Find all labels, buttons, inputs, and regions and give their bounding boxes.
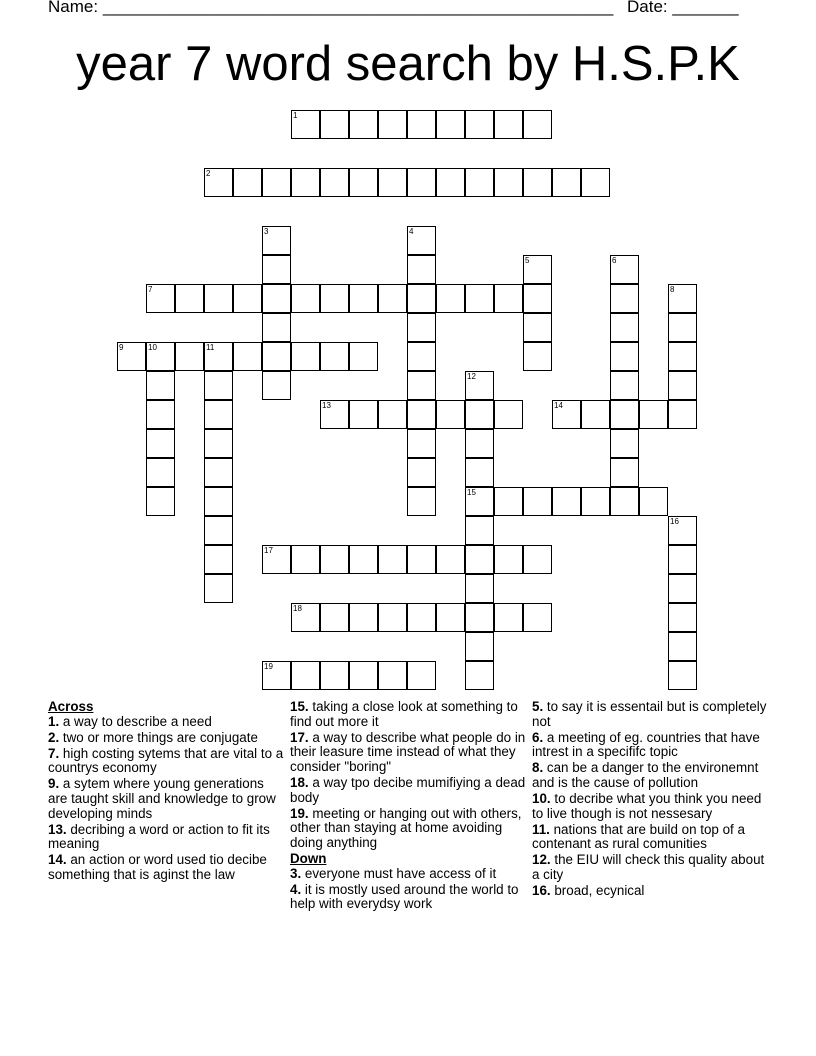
crossword-cell[interactable] bbox=[146, 458, 175, 487]
crossword-cell[interactable] bbox=[610, 371, 639, 400]
crossword-cell[interactable] bbox=[146, 342, 175, 371]
crossword-cell[interactable] bbox=[204, 574, 233, 603]
crossword-cell[interactable] bbox=[349, 545, 378, 574]
crossword-cell[interactable] bbox=[407, 603, 436, 632]
crossword-cell[interactable] bbox=[291, 545, 320, 574]
crossword-cell[interactable] bbox=[494, 603, 523, 632]
crossword-cell[interactable] bbox=[262, 255, 291, 284]
crossword-cell[interactable] bbox=[668, 516, 697, 545]
crossword-cell[interactable] bbox=[610, 400, 639, 429]
crossword-cell[interactable] bbox=[407, 429, 436, 458]
crossword-cell[interactable] bbox=[552, 168, 581, 197]
crossword-cell[interactable] bbox=[407, 342, 436, 371]
crossword-cell[interactable] bbox=[378, 110, 407, 139]
crossword-cell[interactable] bbox=[436, 284, 465, 313]
cell-number: 15 bbox=[467, 488, 476, 497]
crossword-cell[interactable] bbox=[378, 284, 407, 313]
crossword-cell[interactable] bbox=[494, 545, 523, 574]
crossword-cell[interactable] bbox=[291, 661, 320, 690]
crossword-cell[interactable] bbox=[262, 313, 291, 342]
crossword-cell[interactable] bbox=[407, 226, 436, 255]
down-heading: Down bbox=[290, 850, 327, 866]
cell-number: 3 bbox=[264, 227, 269, 236]
crossword-cell[interactable] bbox=[262, 284, 291, 313]
clue-across-15: 15. taking a close look at something to find out more it bbox=[290, 699, 518, 729]
crossword-cell[interactable] bbox=[494, 487, 523, 516]
cell-number: 14 bbox=[554, 401, 563, 410]
crossword-cell[interactable] bbox=[436, 110, 465, 139]
crossword-cell[interactable] bbox=[407, 168, 436, 197]
clue-across-1: 1. a way to describe a need bbox=[48, 713, 212, 729]
crossword-cell[interactable] bbox=[465, 284, 494, 313]
clue-down-12: 12. the EIU will check this quality about a city bbox=[532, 852, 765, 883]
clue-across-19: 19. meeting or hanging out with others, other than staying at home avoiding doing anything bbox=[290, 805, 522, 850]
crossword-cell[interactable] bbox=[407, 545, 436, 574]
cell-number: 1 bbox=[293, 111, 298, 120]
crossword-cell[interactable] bbox=[146, 400, 175, 429]
crossword-cell[interactable] bbox=[494, 400, 523, 429]
crossword-cell[interactable] bbox=[436, 168, 465, 197]
crossword-cell[interactable] bbox=[320, 545, 349, 574]
cell-number: 7 bbox=[148, 285, 153, 294]
crossword-cell[interactable] bbox=[204, 168, 233, 197]
cell-number: 6 bbox=[612, 256, 617, 265]
clues-column-1 bbox=[48, 700, 286, 884]
crossword-cell[interactable] bbox=[465, 661, 494, 690]
crossword-cell[interactable] bbox=[233, 342, 262, 371]
crossword-cell[interactable] bbox=[262, 545, 291, 574]
crossword-cell[interactable] bbox=[668, 371, 697, 400]
cell-number: 11 bbox=[206, 343, 215, 352]
crossword-cell[interactable] bbox=[291, 168, 320, 197]
crossword-cell[interactable] bbox=[146, 429, 175, 458]
cell-number: 2 bbox=[206, 169, 211, 178]
crossword-cell[interactable] bbox=[407, 458, 436, 487]
clue-down-16: 16. broad, ecynical bbox=[532, 883, 645, 899]
crossword-cell[interactable] bbox=[175, 342, 204, 371]
clue-down-3: 3. everyone must have access of it bbox=[290, 865, 497, 881]
cell-number: 19 bbox=[264, 662, 273, 671]
crossword-cell[interactable] bbox=[436, 545, 465, 574]
across-heading: Across bbox=[48, 699, 94, 714]
crossword-cell[interactable] bbox=[465, 545, 494, 574]
crossword-cell[interactable] bbox=[378, 545, 407, 574]
crossword-cell[interactable] bbox=[262, 226, 291, 255]
crossword-cell[interactable] bbox=[204, 487, 233, 516]
crossword-cell[interactable] bbox=[465, 458, 494, 487]
crossword-cell[interactable] bbox=[523, 487, 552, 516]
clues-column-2 bbox=[290, 700, 528, 913]
crossword-cell[interactable] bbox=[668, 545, 697, 574]
crossword-cell[interactable] bbox=[407, 371, 436, 400]
clue-down-10: 10. to decribe what you think you need to live though is not nessesary bbox=[532, 791, 762, 821]
clue-down-6: 6. a meeting of eg. countries that have intrest in a specififc topic bbox=[532, 729, 760, 760]
crossword-cell[interactable] bbox=[320, 110, 349, 139]
crossword-cell[interactable] bbox=[523, 168, 552, 197]
name-label: Name: bbox=[48, 0, 99, 16]
crossword-cell[interactable] bbox=[407, 255, 436, 284]
crossword-cell[interactable] bbox=[320, 661, 349, 690]
crossword-cell[interactable] bbox=[494, 168, 523, 197]
crossword-cell[interactable] bbox=[552, 487, 581, 516]
clue-across-17: 17. a way to describe what people do in their leasure time instead of what they consider "boring" bbox=[290, 729, 526, 774]
crossword-cell[interactable] bbox=[204, 400, 233, 429]
crossword-cell[interactable] bbox=[378, 400, 407, 429]
crossword-cell[interactable] bbox=[668, 574, 697, 603]
crossword-cell[interactable] bbox=[262, 342, 291, 371]
crossword-cell[interactable] bbox=[233, 168, 262, 197]
crossword-cell[interactable] bbox=[668, 632, 697, 661]
crossword-cell[interactable] bbox=[465, 400, 494, 429]
crossword-cell[interactable] bbox=[494, 110, 523, 139]
crossword-cell[interactable] bbox=[291, 110, 320, 139]
crossword-cell[interactable] bbox=[320, 168, 349, 197]
crossword-cell[interactable] bbox=[465, 516, 494, 545]
clue-down-4: 4. it is mostly used around the world to help with everydsy work bbox=[290, 881, 519, 912]
crossword-cell[interactable] bbox=[465, 632, 494, 661]
crossword-cell[interactable] bbox=[407, 284, 436, 313]
crossword-cell[interactable] bbox=[291, 284, 320, 313]
crossword-cell[interactable] bbox=[581, 487, 610, 516]
crossword-cell[interactable] bbox=[320, 342, 349, 371]
crossword-cell[interactable] bbox=[407, 400, 436, 429]
date-label: Date: bbox=[627, 0, 668, 16]
clue-across-2: 2. two or more things are conjugate bbox=[48, 729, 258, 745]
crossword-cell[interactable] bbox=[262, 168, 291, 197]
clue-across-9: 9. a sytem where young generations are taught skill and knowledge to grow developing minds bbox=[48, 776, 276, 821]
crossword-cell[interactable] bbox=[349, 603, 378, 632]
name-line[interactable]: ______________________________________________________ bbox=[102, 0, 614, 16]
crossword-cell[interactable] bbox=[610, 255, 639, 284]
cell-number: 9 bbox=[119, 343, 124, 352]
crossword-cell[interactable] bbox=[349, 661, 378, 690]
clue-across-13: 13. decribing a word or action to fit its meaning bbox=[48, 821, 270, 852]
crossword-cell[interactable] bbox=[610, 284, 639, 313]
crossword-cell[interactable] bbox=[204, 371, 233, 400]
crossword-cell[interactable] bbox=[117, 342, 146, 371]
cell-number: 10 bbox=[148, 343, 157, 352]
crossword-cell[interactable] bbox=[465, 487, 494, 516]
cell-number: 4 bbox=[409, 227, 414, 236]
crossword-cell[interactable] bbox=[523, 545, 552, 574]
crossword-cell[interactable] bbox=[204, 429, 233, 458]
crossword-cell[interactable] bbox=[204, 342, 233, 371]
crossword-cell[interactable] bbox=[465, 574, 494, 603]
crossword-cell[interactable] bbox=[320, 603, 349, 632]
date-line[interactable]: _______ bbox=[672, 0, 739, 16]
cell-number: 5 bbox=[525, 256, 530, 265]
crossword-cell[interactable] bbox=[436, 400, 465, 429]
crossword-cell[interactable] bbox=[668, 661, 697, 690]
clue-down-5: 5. to say it is essentail but is completely not bbox=[532, 699, 767, 729]
cell-number: 16 bbox=[670, 517, 679, 526]
crossword-cell[interactable] bbox=[378, 603, 407, 632]
crossword-cell[interactable] bbox=[349, 110, 378, 139]
crossword-cell[interactable] bbox=[233, 284, 262, 313]
crossword-cell[interactable] bbox=[523, 603, 552, 632]
crossword-cell[interactable] bbox=[146, 284, 175, 313]
crossword-cell[interactable] bbox=[407, 661, 436, 690]
crossword-cell[interactable] bbox=[262, 661, 291, 690]
crossword-cell[interactable] bbox=[320, 400, 349, 429]
crossword-cell[interactable] bbox=[407, 487, 436, 516]
crossword-cell[interactable] bbox=[552, 400, 581, 429]
crossword-cell[interactable] bbox=[291, 603, 320, 632]
cell-number: 13 bbox=[322, 401, 331, 410]
crossword-cell[interactable] bbox=[465, 603, 494, 632]
crossword-cell[interactable] bbox=[146, 487, 175, 516]
crossword-cell[interactable] bbox=[610, 429, 639, 458]
crossword-cell[interactable] bbox=[175, 284, 204, 313]
crossword-cell[interactable] bbox=[320, 284, 349, 313]
crossword-cell[interactable] bbox=[668, 313, 697, 342]
crossword-cell[interactable] bbox=[465, 168, 494, 197]
crossword-cell[interactable] bbox=[581, 168, 610, 197]
crossword-cell[interactable] bbox=[610, 342, 639, 371]
crossword-cell[interactable] bbox=[639, 487, 668, 516]
clue-across-7: 7. high costing sytems that are vital to a countrys economy bbox=[48, 745, 284, 776]
crossword-cell[interactable] bbox=[204, 458, 233, 487]
crossword-cell[interactable] bbox=[349, 400, 378, 429]
crossword-cell[interactable] bbox=[436, 603, 465, 632]
crossword-cell[interactable] bbox=[494, 284, 523, 313]
crossword-cell[interactable] bbox=[378, 168, 407, 197]
crossword-cell[interactable] bbox=[668, 284, 697, 313]
crossword-cell[interactable] bbox=[146, 371, 175, 400]
crossword-cell[interactable] bbox=[465, 429, 494, 458]
crossword-cell[interactable] bbox=[523, 342, 552, 371]
crossword-cell[interactable] bbox=[523, 284, 552, 313]
clue-down-8: 8. can be a danger to the environemnt and is the cause of pollution bbox=[532, 760, 759, 790]
crossword-cell[interactable] bbox=[378, 661, 407, 690]
clues-column-3 bbox=[532, 700, 770, 900]
cell-number: 8 bbox=[670, 285, 675, 294]
clue-across-14: 14. an action or word used tio decibe something that is aginst the law bbox=[48, 852, 267, 883]
crossword-cell[interactable] bbox=[262, 371, 291, 400]
crossword-cell[interactable] bbox=[610, 458, 639, 487]
cell-number: 12 bbox=[467, 372, 476, 381]
cell-number: 17 bbox=[264, 546, 273, 555]
crossword-cell[interactable] bbox=[668, 400, 697, 429]
crossword-cell[interactable] bbox=[581, 400, 610, 429]
crossword-cell[interactable] bbox=[610, 487, 639, 516]
crossword-cell[interactable] bbox=[204, 545, 233, 574]
crossword-cell[interactable] bbox=[349, 168, 378, 197]
cell-number: 18 bbox=[293, 604, 302, 613]
crossword-cell[interactable] bbox=[668, 342, 697, 371]
crossword-cell[interactable] bbox=[523, 110, 552, 139]
crossword-cell[interactable] bbox=[465, 110, 494, 139]
crossword-cell[interactable] bbox=[204, 284, 233, 313]
page-title: year 7 word search by H.S.P.K bbox=[76, 37, 740, 91]
clue-down-11: 11. nations that are build on top of a contenant as rural comunities bbox=[532, 821, 745, 852]
crossword-cell[interactable] bbox=[349, 284, 378, 313]
crossword-cell[interactable] bbox=[668, 603, 697, 632]
crossword-cell[interactable] bbox=[639, 400, 668, 429]
crossword-cell[interactable] bbox=[204, 516, 233, 545]
crossword-cell[interactable] bbox=[407, 313, 436, 342]
crossword-cell[interactable] bbox=[407, 110, 436, 139]
clue-across-18: 18. a way tpo decibe mumifiying a dead body bbox=[290, 774, 526, 805]
crossword-cell[interactable] bbox=[523, 313, 552, 342]
crossword-cell[interactable] bbox=[610, 313, 639, 342]
crossword-cell[interactable] bbox=[349, 342, 378, 371]
crossword-cell[interactable] bbox=[523, 255, 552, 284]
crossword-cell[interactable] bbox=[465, 371, 494, 400]
crossword-cell[interactable] bbox=[291, 342, 320, 371]
